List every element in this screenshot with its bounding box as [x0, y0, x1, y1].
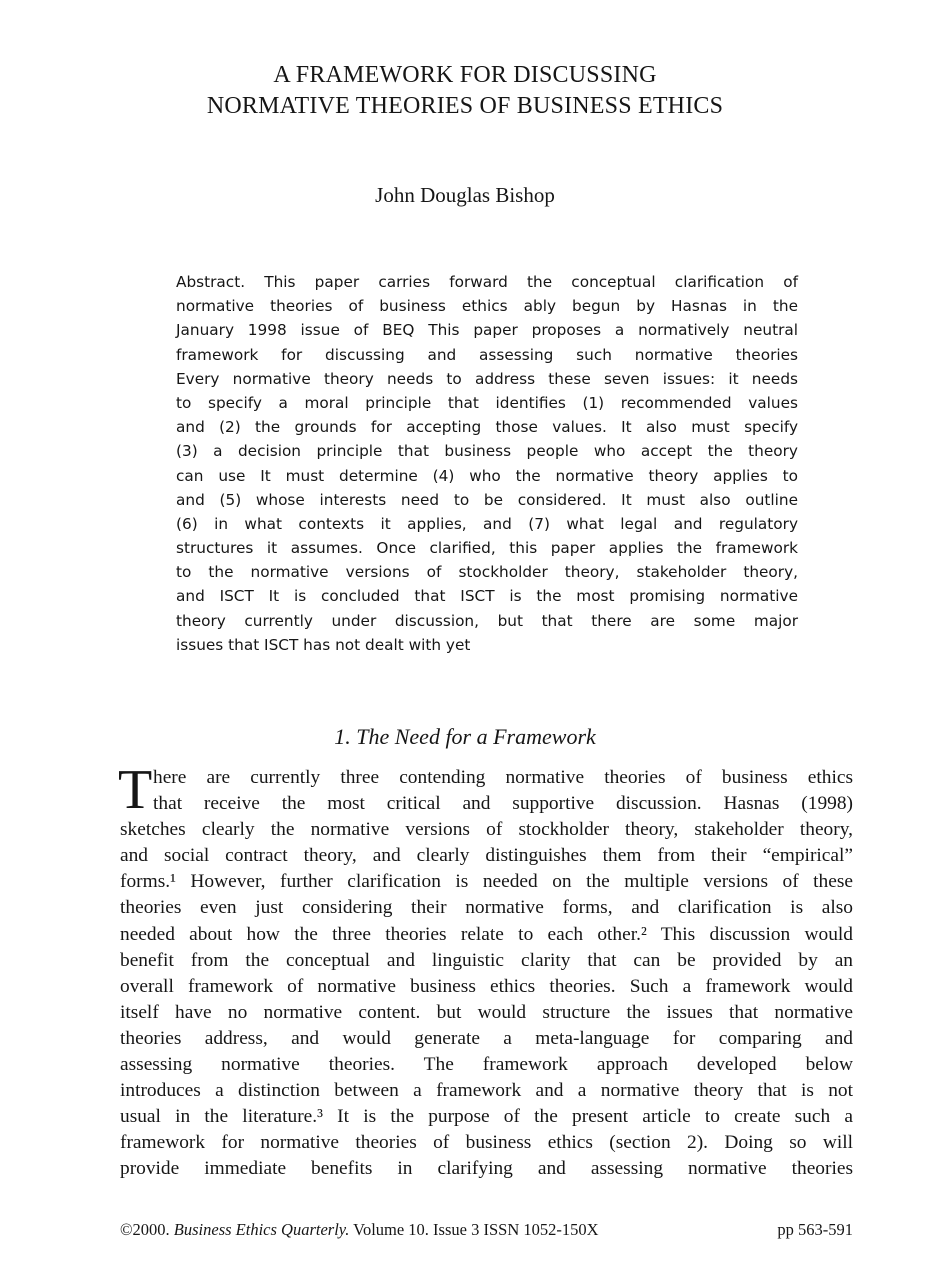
- footer-citation: [120, 1219, 599, 1241]
- abstract-line: January 1998 issue of BEQ This paper proposes a normatively neutral: [176, 321, 798, 340]
- abstract-line: and ISCT It is concluded that ISCT is the most promising normative: [176, 587, 798, 606]
- body-line: theories address, and would generate a meta-language for comparing and: [120, 1027, 853, 1049]
- abstract-line: issues that ISCT has not dealt with yet: [176, 635, 471, 654]
- body-line: provide immediate benefits in clarifying and assessing normative theories: [120, 1158, 853, 1180]
- abstract-line: and (5) whose interests need to be considered. It must also outline: [176, 490, 798, 509]
- paper-title: [0, 60, 930, 122]
- abstract-line: can use It must determine (4) who the normative theory applies to: [176, 466, 798, 485]
- abstract-line: Abstract. This paper carries forward the conceptual clarification of: [176, 273, 798, 291]
- abstract-line: Every normative theory needs to address these seven issues: it needs: [176, 369, 798, 388]
- section-heading: 1. The Need for a Framework: [334, 724, 596, 749]
- body-line: sketches clearly the normative versions of stockholder theory, stakeholder theory,: [120, 819, 853, 841]
- abstract-line: theory currently under discussion, but that there are some major: [176, 611, 798, 630]
- footer-pages: pp 563-591: [777, 1220, 853, 1239]
- author-name: John Douglas Bishop: [375, 183, 555, 207]
- abstract-line: to specify a moral principle that identifies (1) recommended values: [176, 393, 798, 412]
- footer-copyright: ©2000.: [120, 1220, 170, 1239]
- title-line-2: NORMATIVE THEORIES OF BUSINESS ETHICS: [206, 93, 724, 119]
- body-line: theories even just considering their normative forms, and clarification is also: [120, 897, 853, 919]
- footer-issue: Volume 10. Issue 3 ISSN 1052-150X: [353, 1220, 599, 1239]
- body-line: benefit from the conceptual and linguistic clarity that can be provided by an: [120, 949, 853, 971]
- body-line: itself have no normative content. but would structure the issues that normative: [120, 1001, 853, 1023]
- abstract-line: and (2) the grounds for accepting those values. It also must specify: [176, 418, 798, 437]
- body-line: usual in the literature.³ It is the purpose of the present article to create such a: [120, 1106, 853, 1128]
- abstract-line: (6) in what contexts it applies, and (7) what legal and regulatory: [176, 514, 798, 533]
- section-body: [118, 759, 853, 1183]
- title-line-1: A FRAMEWORK FOR DISCUSSING: [273, 62, 657, 88]
- abstract-line: structures it assumes. Once clarified, this paper applies the framework: [176, 539, 798, 558]
- abstract: [176, 270, 798, 657]
- body-line: introduces a distinction between a framework and a normative theory that is not: [120, 1080, 853, 1102]
- abstract-line: normative theories of business ethics ably begun by Hasnas in the: [176, 297, 798, 316]
- body-line: needed about how the three theories relate to each other.² This discussion would: [120, 923, 853, 945]
- abstract-line: to the normative versions of stockholder theory, stakeholder theory,: [176, 563, 798, 582]
- body-line: and social contract theory, and clearly distinguishes them from their “empirical”: [120, 845, 853, 867]
- drop-cap: T: [118, 759, 153, 821]
- abstract-line: framework for discussing and assessing such normative theories: [176, 345, 798, 364]
- footer-journal: Business Ethics Quarterly.: [173, 1220, 350, 1239]
- body-line: overall framework of normative business ethics theories. Such a framework would: [120, 975, 853, 997]
- abstract-line: (3) a decision principle that business people who accept the theory: [176, 442, 798, 461]
- body-line: here are currently three contending normative theories of business ethics: [153, 767, 853, 788]
- body-line: assessing normative theories. The framework approach developed below: [120, 1054, 853, 1076]
- body-line: forms.¹ However, further clarification is needed on the multiple versions of these: [120, 871, 853, 893]
- body-line: framework for normative theories of business ethics (section 2). Doing so will: [120, 1132, 853, 1154]
- body-line: that receive the most critical and supportive discussion. Hasnas (1998): [153, 793, 853, 815]
